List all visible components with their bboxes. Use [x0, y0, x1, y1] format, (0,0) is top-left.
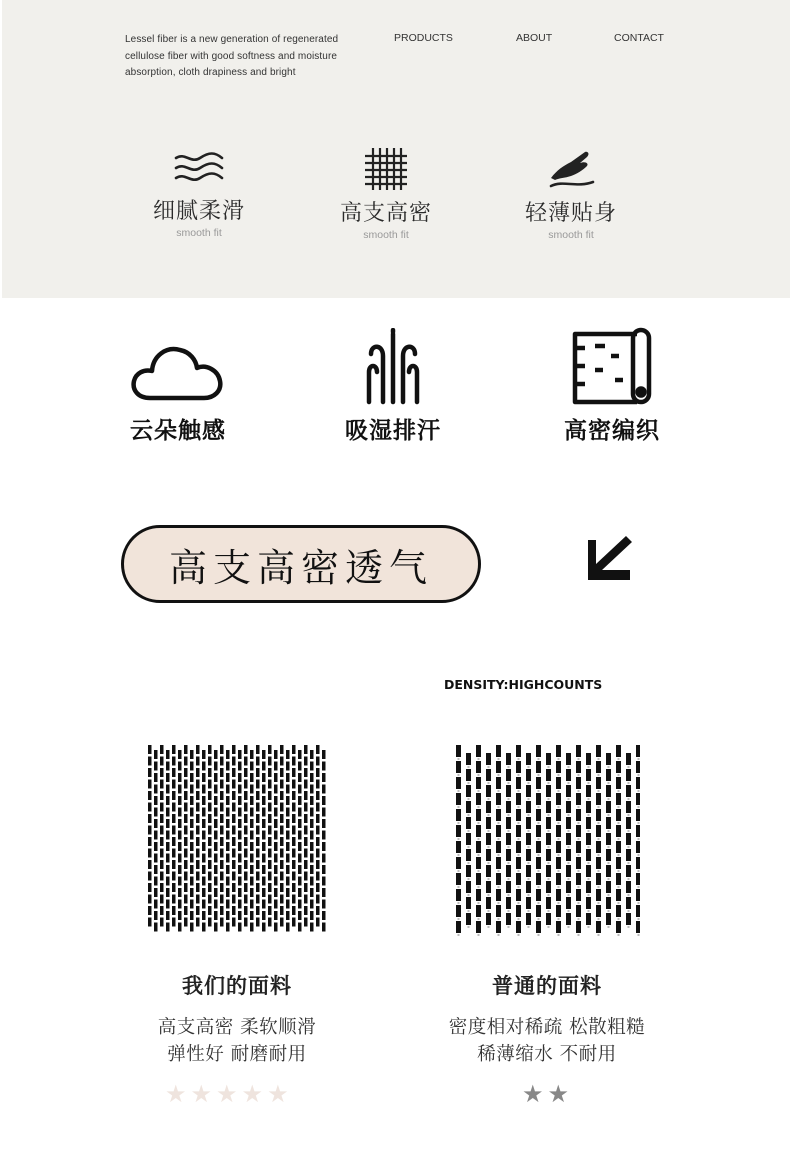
feature-weave — [512, 326, 712, 445]
feature-density — [296, 146, 476, 241]
star-icon: ★ — [165, 1080, 191, 1108]
moisture-wick-icon — [361, 328, 425, 406]
tagline: Lessel fiber is a new generation of regenerated cellulose fiber with good softness and moisture absorption, cloth drapiness and bright — [125, 34, 339, 78]
density-label: DENSITY:HIGHCOUNTS — [444, 677, 603, 692]
feature-light — [481, 148, 661, 241]
feature-label: 云朵触感 — [130, 418, 226, 444]
our-rating-stars — [165, 1080, 293, 1108]
arrow-down-left-icon — [584, 534, 636, 584]
feature-moisture — [293, 328, 493, 445]
our-fabric-swatch — [144, 745, 330, 937]
star-icon: ★ — [547, 1080, 574, 1108]
feature-label: 高密编织 — [564, 418, 660, 444]
star-icon: ★ — [241, 1080, 268, 1108]
feature-smooth — [109, 150, 289, 239]
waves-icon — [173, 150, 225, 190]
our-fabric-info — [87, 970, 387, 1068]
nav-products[interactable]: PRODUCTS — [394, 32, 453, 44]
star-icon: ★ — [190, 1080, 217, 1108]
feature-sub: smooth fit — [363, 229, 409, 241]
banner-pill: 高支高密透气 — [121, 525, 481, 603]
feature-title: 细腻柔滑 — [152, 199, 245, 224]
grid-weave-icon — [363, 146, 409, 192]
star-icon: ★ — [267, 1080, 293, 1108]
feature-title: 轻薄贴身 — [524, 201, 617, 226]
star-icon: ★ — [522, 1080, 548, 1108]
feature-sub: smooth fit — [176, 227, 222, 239]
comparison-head: 我们的面料 — [182, 974, 292, 998]
cloud-icon — [130, 334, 226, 406]
comparison-line: 高支高密 柔软顺滑 — [157, 1017, 317, 1038]
feature-label: 吸湿排汗 — [345, 418, 441, 444]
comparison-head: 普通的面料 — [492, 974, 602, 998]
hand-fabric-icon — [547, 148, 595, 192]
nav-contact[interactable]: CONTACT — [614, 32, 664, 44]
feature-sub: smooth fit — [548, 229, 594, 241]
comparison-line: 弹性好 耐磨耐用 — [167, 1044, 307, 1065]
comparison-line: 密度相对稀疏 松散粗糙 — [448, 1017, 646, 1038]
ordinary-fabric-swatch — [452, 745, 640, 937]
ordinary-fabric-info — [397, 970, 697, 1068]
fabric-roll-icon — [571, 326, 653, 406]
star-icon: ★ — [216, 1080, 242, 1108]
nav-about[interactable]: ABOUT — [516, 32, 553, 44]
feature-cloud — [78, 334, 278, 445]
feature-title: 高支高密 — [339, 201, 432, 226]
ordinary-rating-stars — [522, 1080, 573, 1108]
comparison-line: 稀薄缩水 不耐用 — [477, 1044, 617, 1065]
